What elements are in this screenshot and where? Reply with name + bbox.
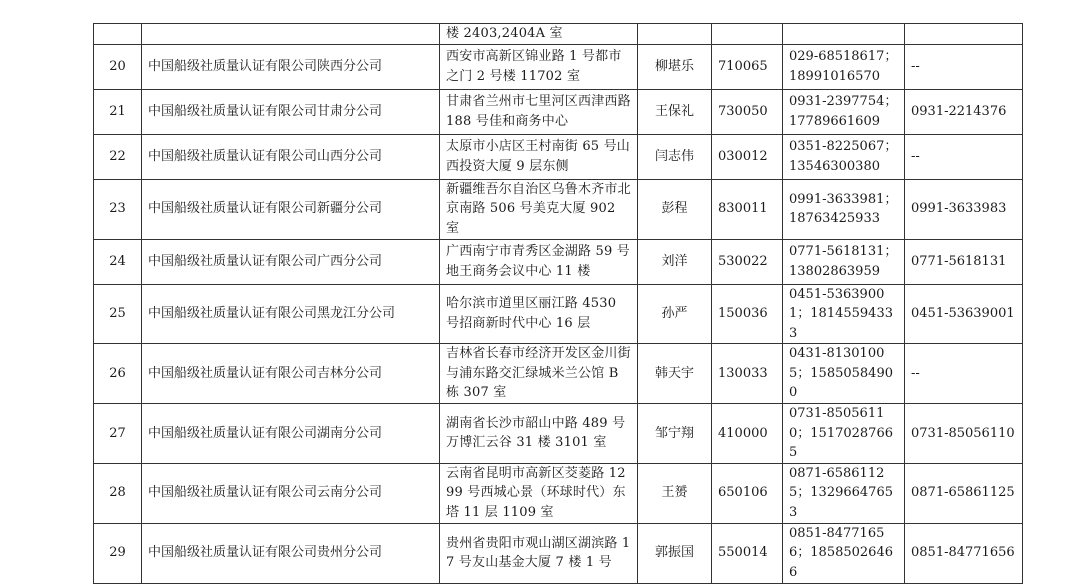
phone-numbers-cell: 0871-65861125；13296647653 — [783, 463, 905, 523]
phone-numbers-cell: 0351-8225067；13546300380 — [783, 134, 905, 179]
phone-numbers-cell: 0451-53639001；18145594333 — [783, 284, 905, 344]
contact-person-cell: 王保礼 — [638, 89, 712, 134]
table-row — [94, 179, 1023, 239]
fax-number-cell: -- — [905, 44, 1023, 89]
company-name-cell: 中国船级社质量认证有限公司陕西分公司 — [142, 44, 440, 89]
contact-person-cell: 彭程 — [638, 179, 712, 239]
table-row — [94, 239, 1023, 284]
row-number-cell: 24 — [94, 239, 142, 284]
postal-code-cell: 830011 — [712, 179, 783, 239]
company-name-cell: 中国船级社质量认证有限公司广西分公司 — [142, 239, 440, 284]
row-number-cell: 25 — [94, 284, 142, 344]
phone-numbers-cell: 0431-81301005；15850584900 — [783, 344, 905, 404]
fax-number-cell: 0871-65861125 — [905, 463, 1023, 523]
fax-number-cell: 0991-3633983 — [905, 179, 1023, 239]
postal-code-cell: 550014 — [712, 523, 783, 583]
fax-number-cell: 0851-84771656 — [905, 523, 1023, 583]
fax-number-cell — [905, 24, 1023, 45]
address-cell: 甘肃省兰州市七里河区西津西路 188 号佳和商务中心 — [440, 89, 638, 134]
contact-person-cell — [638, 24, 712, 45]
contact-person-cell: 韩天宇 — [638, 344, 712, 404]
phone-numbers-cell: 0771-5618131；13802863959 — [783, 239, 905, 284]
contact-person-cell: 闫志伟 — [638, 134, 712, 179]
postal-code-cell: 650106 — [712, 463, 783, 523]
table-row — [94, 44, 1023, 89]
fax-number-cell: 0931-2214376 — [905, 89, 1023, 134]
table-row — [94, 89, 1023, 134]
phone-numbers-cell: 0731-85056110；15170287665 — [783, 404, 905, 464]
table-row — [94, 134, 1023, 179]
postal-code-cell: 130033 — [712, 344, 783, 404]
company-name-cell: 中国船级社质量认证有限公司黑龙江分公司 — [142, 284, 440, 344]
postal-code-cell: 730050 — [712, 89, 783, 134]
table-row — [94, 284, 1023, 344]
address-cell: 西安市高新区锦业路 1 号都市之门 2 号楼 11702 室 — [440, 44, 638, 89]
contact-person-cell: 刘洋 — [638, 239, 712, 284]
postal-code-cell: 530022 — [712, 239, 783, 284]
address-cell: 湖南省长沙市韶山中路 489 号万博汇云谷 31 楼 3101 室 — [440, 404, 638, 464]
row-number-cell: 22 — [94, 134, 142, 179]
row-number-cell: 26 — [94, 344, 142, 404]
phone-numbers-cell: 0851-84771656；18585026466 — [783, 523, 905, 583]
table-body — [94, 24, 1023, 584]
fax-number-cell: 0731-85056110 — [905, 404, 1023, 464]
phone-numbers-cell — [783, 24, 905, 45]
address-cell: 楼 2403,2404A 室 — [440, 24, 638, 45]
company-name-cell: 中国船级社质量认证有限公司贵州分公司 — [142, 523, 440, 583]
phone-numbers-cell: 0931-2397754；17789661609 — [783, 89, 905, 134]
postal-code-cell — [712, 24, 783, 45]
address-cell: 哈尔滨市道里区丽江路 4530 号招商新时代中心 16 层 — [440, 284, 638, 344]
table-row — [94, 404, 1023, 464]
company-name-cell: 中国船级社质量认证有限公司云南分公司 — [142, 463, 440, 523]
contact-person-cell: 孙严 — [638, 284, 712, 344]
address-cell: 吉林省长春市经济开发区金川街与浦东路交汇绿城米兰公馆 B 栋 307 室 — [440, 344, 638, 404]
row-number-cell: 27 — [94, 404, 142, 464]
company-name-cell: 中国船级社质量认证有限公司吉林分公司 — [142, 344, 440, 404]
contact-person-cell: 王赟 — [638, 463, 712, 523]
table-row — [94, 463, 1023, 523]
contact-person-cell: 邹宁翔 — [638, 404, 712, 464]
row-number-cell: 23 — [94, 179, 142, 239]
contact-person-cell: 柳堪乐 — [638, 44, 712, 89]
company-name-cell: 中国船级社质量认证有限公司新疆分公司 — [142, 179, 440, 239]
postal-code-cell: 410000 — [712, 404, 783, 464]
fax-number-cell: -- — [905, 344, 1023, 404]
company-name-cell: 中国船级社质量认证有限公司湖南分公司 — [142, 404, 440, 464]
postal-code-cell: 710065 — [712, 44, 783, 89]
address-cell: 新疆维吾尔自治区乌鲁木齐市北京南路 506 号美克大厦 902 室 — [440, 179, 638, 239]
phone-numbers-cell: 0991-3633981；18763425933 — [783, 179, 905, 239]
fax-number-cell: 0771-5618131 — [905, 239, 1023, 284]
address-cell: 广西南宁市青秀区金湖路 59 号地王商务会议中心 11 楼 — [440, 239, 638, 284]
contact-person-cell: 郭振国 — [638, 523, 712, 583]
table-row — [94, 523, 1023, 583]
table-row — [94, 344, 1023, 404]
address-cell: 贵州省贵阳市观山湖区湖滨路 17 号友山基金大厦 7 楼 1 号 — [440, 523, 638, 583]
table-row — [94, 24, 1023, 45]
company-name-cell — [142, 24, 440, 45]
address-cell: 太原市小店区王村南街 65 号山西投资大厦 9 层东侧 — [440, 134, 638, 179]
row-number-cell: 28 — [94, 463, 142, 523]
company-name-cell: 中国船级社质量认证有限公司甘肃分公司 — [142, 89, 440, 134]
row-number-cell: 21 — [94, 89, 142, 134]
branch-office-table — [93, 23, 1023, 584]
fax-number-cell: 0451-53639001 — [905, 284, 1023, 344]
postal-code-cell: 030012 — [712, 134, 783, 179]
address-cell: 云南省昆明市高新区茭菱路 1299 号西城心景（环球时代）东塔 11 层 1109 室 — [440, 463, 638, 523]
phone-numbers-cell: 029-68518617；18991016570 — [783, 44, 905, 89]
postal-code-cell: 150036 — [712, 284, 783, 344]
company-name-cell: 中国船级社质量认证有限公司山西分公司 — [142, 134, 440, 179]
row-number-cell: 29 — [94, 523, 142, 583]
fax-number-cell: -- — [905, 134, 1023, 179]
row-number-cell — [94, 24, 142, 45]
row-number-cell: 20 — [94, 44, 142, 89]
